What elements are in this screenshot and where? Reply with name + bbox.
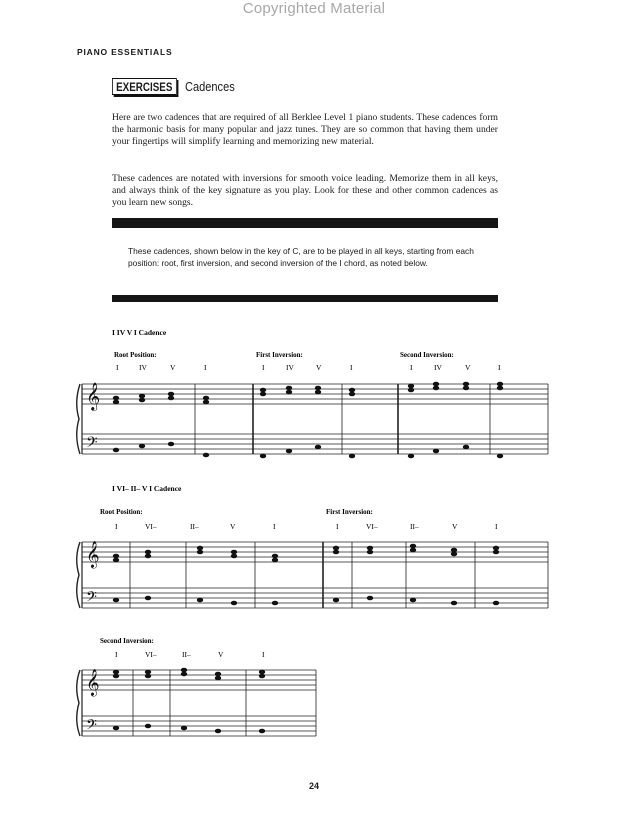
cadence2-second-numerals — [115, 650, 265, 659]
cadence2-heading: I VI– II– V I Cadence — [112, 484, 182, 493]
numeral: I — [495, 522, 498, 531]
title-boxed: EXERCISES — [112, 78, 177, 95]
numeral: I — [115, 522, 118, 531]
cadence1-numerals — [116, 363, 501, 372]
numeral: V — [170, 363, 176, 372]
numeral: I — [115, 650, 118, 659]
inversions-paragraph: These cadences are notated with inversions for smooth voice leading. Memorize them in all keys, and always think of the key signature as you play. Look for these and other common cadences as you learn new songs. — [112, 173, 498, 209]
cadence1-position-second: Second Inversion: — [400, 351, 454, 359]
title-rest: Cadences — [184, 79, 235, 94]
bass-clef-icon: 𝄢 — [86, 434, 98, 455]
treble-clef-icon: 𝄞 — [86, 670, 100, 696]
bass-clef-icon: 𝄢 — [86, 717, 97, 737]
grand-staff-1 — [77, 384, 548, 454]
cadence2-second-notes — [113, 668, 265, 734]
cadence1-position-root: Root Position: — [114, 351, 157, 359]
cadence2-position-first: First Inversion: — [326, 508, 373, 516]
numeral: V — [452, 522, 458, 531]
numeral: I — [204, 363, 207, 372]
cadence1-notes — [113, 382, 503, 459]
numeral: I — [336, 522, 339, 531]
numeral: IV — [434, 363, 442, 372]
cadence2-position-second: Second Inversion: — [100, 637, 154, 645]
cadence1-position-first: First Inversion: — [256, 351, 303, 359]
numeral: VI– — [145, 522, 157, 531]
numeral: VI– — [145, 650, 157, 659]
numeral: I — [262, 363, 265, 372]
numeral: II– — [190, 522, 199, 531]
numeral: IV — [286, 363, 294, 372]
cadence2-position-root: Root Position: — [100, 508, 143, 516]
numeral: I — [498, 363, 501, 372]
numeral: I — [410, 363, 413, 372]
bass-clef-icon: 𝄢 — [86, 589, 97, 609]
numeral: I — [350, 363, 353, 372]
treble-clef-icon: 𝄞 — [86, 542, 100, 568]
numeral: I — [116, 363, 119, 372]
cadence1-heading: I IV V I Cadence — [112, 328, 167, 337]
numeral: V — [465, 363, 471, 372]
numeral: V — [316, 363, 322, 372]
cadence2-numerals — [115, 522, 498, 531]
numeral: V — [218, 650, 224, 659]
numeral: VI– — [366, 522, 378, 531]
treble-clef-icon: 𝄞 — [86, 382, 101, 410]
grand-staff-3 — [77, 670, 316, 736]
page-number: 24 — [308, 781, 319, 791]
numeral: II– — [182, 650, 191, 659]
numeral: II– — [410, 522, 419, 531]
numeral: I — [273, 522, 276, 531]
copyright-watermark: Copyrighted Material — [242, 0, 386, 17]
numeral: V — [230, 522, 236, 531]
numeral: I — [262, 650, 265, 659]
running-header: PIANO ESSENTIALS — [77, 47, 173, 57]
numeral: IV — [139, 363, 147, 372]
cadence2-notes — [113, 544, 499, 606]
intro-paragraph: Here are two cadences that are required of all Berklee Level 1 piano students. These cadences form the harmonic basis for many popular and jazz tunes. They are so common that having them under your fingertips will simplify learning and memorizing new material. — [112, 112, 498, 148]
callout-note: These cadences, shown below in the key of C, are to be played in all keys, starting from each position: root, first inversion, and second inversion of the I chord, as noted below. — [128, 246, 474, 269]
